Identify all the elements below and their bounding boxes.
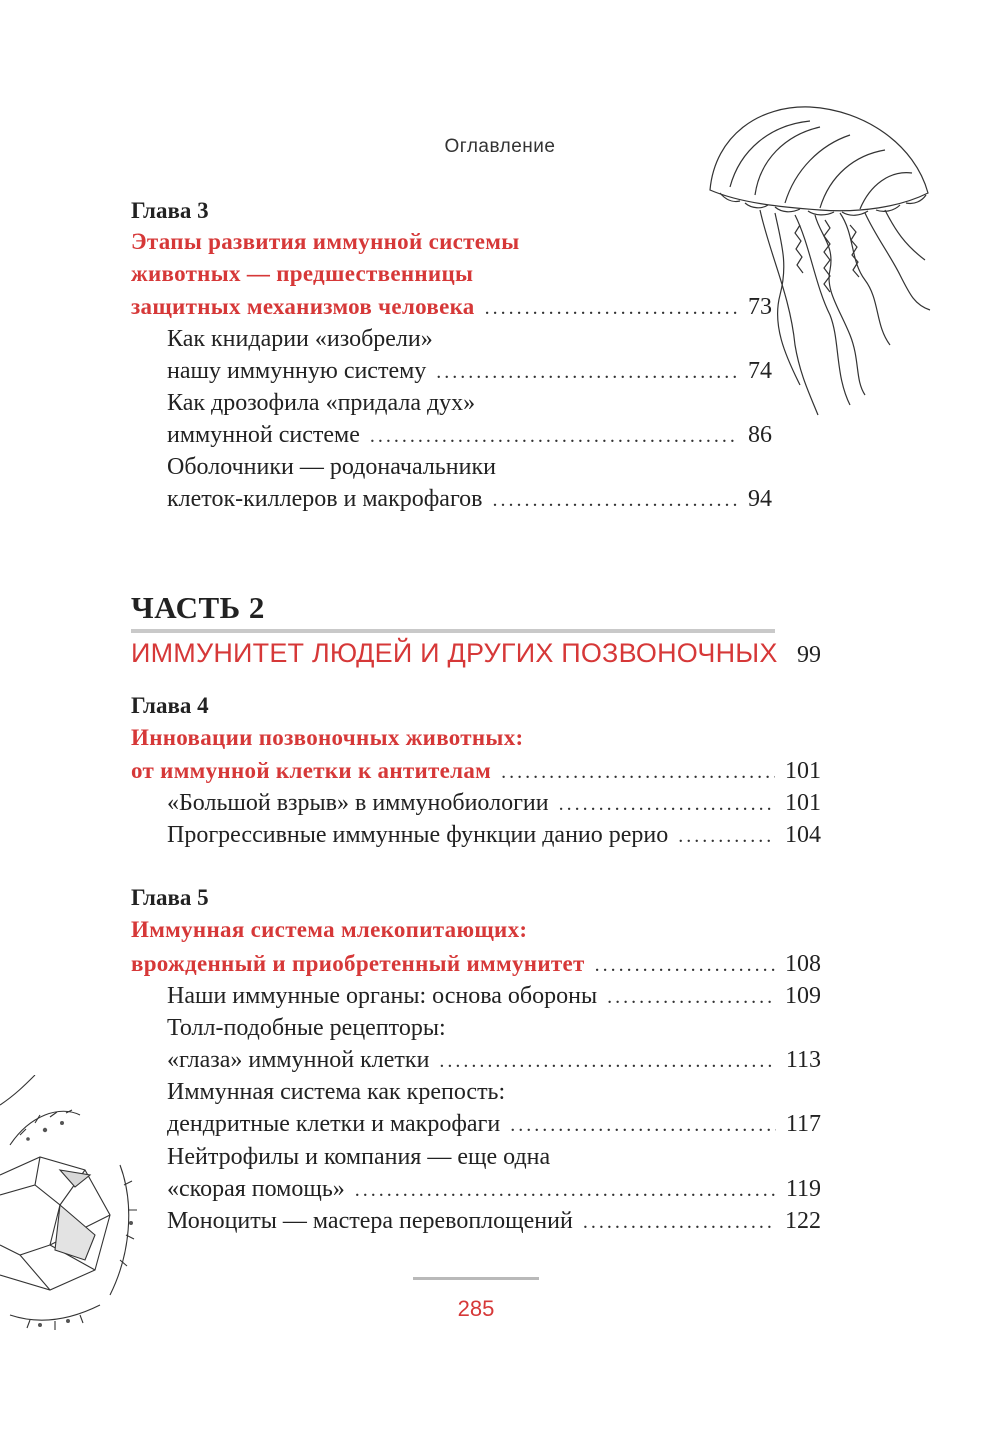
page-ref: 117 bbox=[785, 1111, 821, 1137]
chapter4-title-line2: от иммунной клетки к антителам bbox=[131, 758, 492, 783]
crystal-wreath-illustration bbox=[0, 1075, 140, 1335]
section-title: Наши иммунные органы: основа обороны bbox=[167, 983, 598, 1009]
leader-dots bbox=[439, 1046, 775, 1076]
leader-dots bbox=[607, 982, 775, 1012]
running-head: Оглавление bbox=[444, 136, 556, 157]
leader-dots bbox=[510, 1110, 776, 1140]
section-line: Толл-подобные рецепторы: bbox=[167, 1015, 446, 1041]
chapter4-title-line1: Инновации позвоночных животных: bbox=[131, 725, 524, 750]
section-title: «Большой взрыв» в иммунобиологии bbox=[167, 790, 549, 816]
page-ref: 86 bbox=[748, 422, 772, 448]
part2-title: ИММУНИТЕТ ЛЮДЕЙ И ДРУГИХ ПОЗВОНОЧНЫХ bbox=[131, 638, 778, 668]
leader-dots bbox=[436, 357, 738, 387]
toc-entry-section[interactable] bbox=[167, 1045, 821, 1076]
leader-dots bbox=[583, 1207, 775, 1237]
section-title: иммунной системе bbox=[167, 422, 360, 448]
leader-dots bbox=[678, 821, 775, 851]
section-title: «скорая помощь» bbox=[167, 1176, 345, 1202]
toc-entry-chapter3[interactable] bbox=[131, 292, 772, 323]
toc-entry-section[interactable] bbox=[167, 1174, 821, 1205]
page-ref: 109 bbox=[785, 983, 821, 1009]
section-line: Как книдарии «изобрели» bbox=[167, 326, 433, 352]
page-ref: 94 bbox=[748, 486, 772, 512]
page-ref: 74 bbox=[748, 358, 772, 384]
section-title: дендритные клетки и макрофаги bbox=[167, 1111, 501, 1137]
footer-divider bbox=[413, 1277, 539, 1280]
leader-dots bbox=[370, 421, 738, 451]
toc-entry-section[interactable] bbox=[167, 981, 821, 1012]
chapter5-title-line2: врожденный и приобретенный иммунитет bbox=[131, 951, 585, 976]
section-title: Прогрессивные иммунные функции данио рерио bbox=[167, 822, 669, 848]
leader-dots bbox=[485, 293, 738, 323]
toc-entry-part2[interactable] bbox=[131, 638, 821, 670]
chapter3-title-line3: защитных механизмов человека bbox=[131, 294, 475, 319]
page-ref: 73 bbox=[748, 294, 772, 320]
page-ref: 108 bbox=[785, 951, 821, 977]
toc-entry-chapter5[interactable] bbox=[131, 949, 821, 980]
part2-label: ЧАСТЬ 2 bbox=[131, 590, 265, 625]
chapter3-label: Глава 3 bbox=[131, 198, 209, 223]
part2-divider bbox=[131, 629, 775, 633]
section-title: «глаза» иммунной клетки bbox=[167, 1047, 430, 1073]
page-ref: 101 bbox=[785, 790, 821, 816]
leader-dots bbox=[493, 485, 738, 515]
toc-entry-section[interactable] bbox=[167, 1206, 821, 1237]
chapter5-title-line1: Иммунная система млекопитающих: bbox=[131, 917, 528, 942]
toc-entry-section[interactable] bbox=[167, 788, 821, 819]
leader-dots bbox=[501, 757, 775, 787]
leader-dots bbox=[355, 1175, 776, 1205]
toc-entry-section[interactable] bbox=[167, 356, 772, 387]
page-ref: 104 bbox=[785, 822, 821, 848]
section-line: Как дрозофила «придала дух» bbox=[167, 390, 476, 416]
chapter4-label: Глава 4 bbox=[131, 693, 209, 718]
chapter3-title-line1: Этапы развития иммунной системы bbox=[131, 229, 520, 254]
section-line: Нейтрофилы и компания — еще одна bbox=[167, 1144, 551, 1170]
page-ref: 113 bbox=[785, 1047, 821, 1073]
leader-dots bbox=[595, 950, 775, 980]
toc-entry-section[interactable] bbox=[167, 484, 772, 515]
page-ref: 119 bbox=[785, 1176, 821, 1202]
page-number: 285 bbox=[457, 1296, 495, 1321]
page-ref: 99 bbox=[797, 642, 821, 668]
toc-entry-section[interactable] bbox=[167, 420, 772, 451]
section-line: Иммунная система как крепость: bbox=[167, 1079, 506, 1105]
section-line: Оболочники — родоначальники bbox=[167, 454, 496, 480]
page-ref: 122 bbox=[785, 1208, 821, 1234]
section-title: клеток-киллеров и макрофагов bbox=[167, 486, 483, 512]
toc-entry-chapter4[interactable] bbox=[131, 756, 821, 787]
page-ref: 101 bbox=[785, 758, 821, 784]
chapter3-title-line2: животных — предшественницы bbox=[131, 261, 474, 286]
section-title: нашу иммунную систему bbox=[167, 358, 427, 384]
toc-entry-section[interactable] bbox=[167, 820, 821, 851]
chapter5-label: Глава 5 bbox=[131, 885, 209, 910]
section-title: Моноциты — мастера перевоплощений bbox=[167, 1208, 573, 1234]
leader-dots bbox=[559, 789, 775, 819]
toc-entry-section[interactable] bbox=[167, 1109, 821, 1140]
